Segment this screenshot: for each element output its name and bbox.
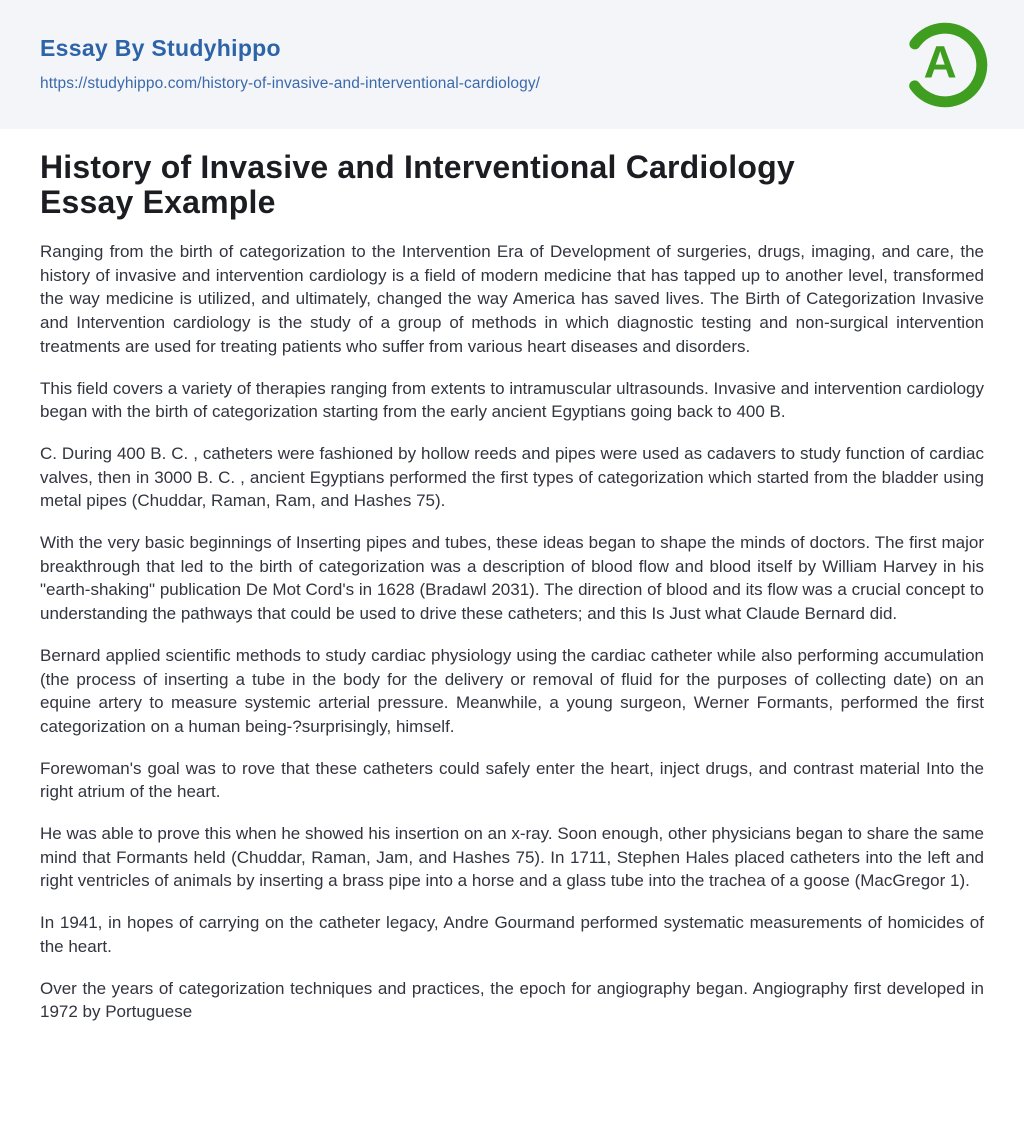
logo-letter: A — [923, 34, 957, 87]
essay-content — [0, 129, 1024, 1024]
header-text-block — [40, 36, 540, 93]
studyhippo-logo-icon — [902, 22, 988, 108]
essay-paragraph: Bernard applied scientific methods to study cardiac physiology using the cardiac catheter while also performing accumulation (the process of inserting a tube in the body for the delivery or removal of fluid for the purposes of collecting date) on an equine artery to measure systemic arterial pressure. Meanwhile, a young surgeon, Werner Formants, performed the first categorization on a human being-?surprisingly, himself. — [40, 645, 984, 736]
essay-paragraph: With the very basic beginnings of Inserting pipes and tubes, these ideas began to shape the minds of doctors. The first major breakthrough that led to the birth of categorization was a description of blood flow and blood itself by William Harvey in his "earth-shaking" publication De Mot Cord's in 1628 (Bradawl 2031). The direction of blood and its flow was a crucial concept to understanding the pathways that could be used to drive these catheters; and this Is Just what Claude Bernard did. — [40, 533, 984, 624]
page-title-line-2: Essay Example — [40, 184, 276, 220]
page-title — [40, 150, 984, 220]
logo-arc-icon — [902, 22, 988, 108]
essay-paragraph: C. During 400 B. C. , catheters were fashioned by hollow reeds and pipes were used as cadavers to study function of cardiac valves, then in 3000 B. C. , ancient Egyptians performed the first types of categorization which started from the bladder using metal pipes (Chuddar, Raman, Ram, and Hashes 75). — [40, 443, 984, 511]
essay-paragraph: Over the years of categorization techniques and practices, the epoch for angiography began. Angiography first developed in 1972 by Portuguese — [40, 978, 984, 1022]
essay-paragraph: He was able to prove this when he showed his insertion on an x-ray. Soon enough, other physicians began to share the same mind that Formants held (Chuddar, Raman, Jam, and Hashes 75). In 1711, Stephen Hales placed catheters into the left and right ventricles of animals by inserting a brass pipe into a horse and a glass tube into the trachea of a goose (MacGregor 1). — [40, 824, 984, 891]
source-url[interactable]: https://studyhippo.com/history-of-invasive-and-interventional-cardiology/ — [40, 75, 541, 93]
essay-paragraph: Ranging from the birth of categorization to the Intervention Era of Development of surgeries, drugs, imaging, and care, the history of invasive and intervention cardiology is a field of modern medicine that has tapped up to another level, transformed the way medicine is utilized, and ultimately, changed the way America has saved lives. The Birth of Categorization Invasive and Intervention cardiology is the study of a group of methods in which diagnostic testing and non-surgical intervention treatments are used for treating patients who suffer from various heart diseases and disorders. — [40, 242, 984, 356]
essay-paragraph: Forewoman's goal was to rove that these catheters could safely enter the heart, inject drugs, and contrast material Into the right atrium of the heart. — [40, 758, 984, 802]
essay-paragraph: In 1941, in hopes of carrying on the catheter legacy, Andre Gourmand performed systematic measurements of homicides of the heart. — [40, 913, 984, 956]
brand-title: Essay By Studyhippo — [40, 34, 281, 61]
page-header — [0, 0, 1024, 129]
essay-body — [40, 240, 984, 1024]
page-title-line-1: History of Invasive and Interventional Cardiology — [40, 149, 795, 185]
essay-paragraph: This field covers a variety of therapies ranging from extents to intramuscular ultrasounds. Invasive and intervention cardiology began with the birth of categorization starting from the early ancient Egyptians going back to 400 B. — [40, 378, 984, 422]
